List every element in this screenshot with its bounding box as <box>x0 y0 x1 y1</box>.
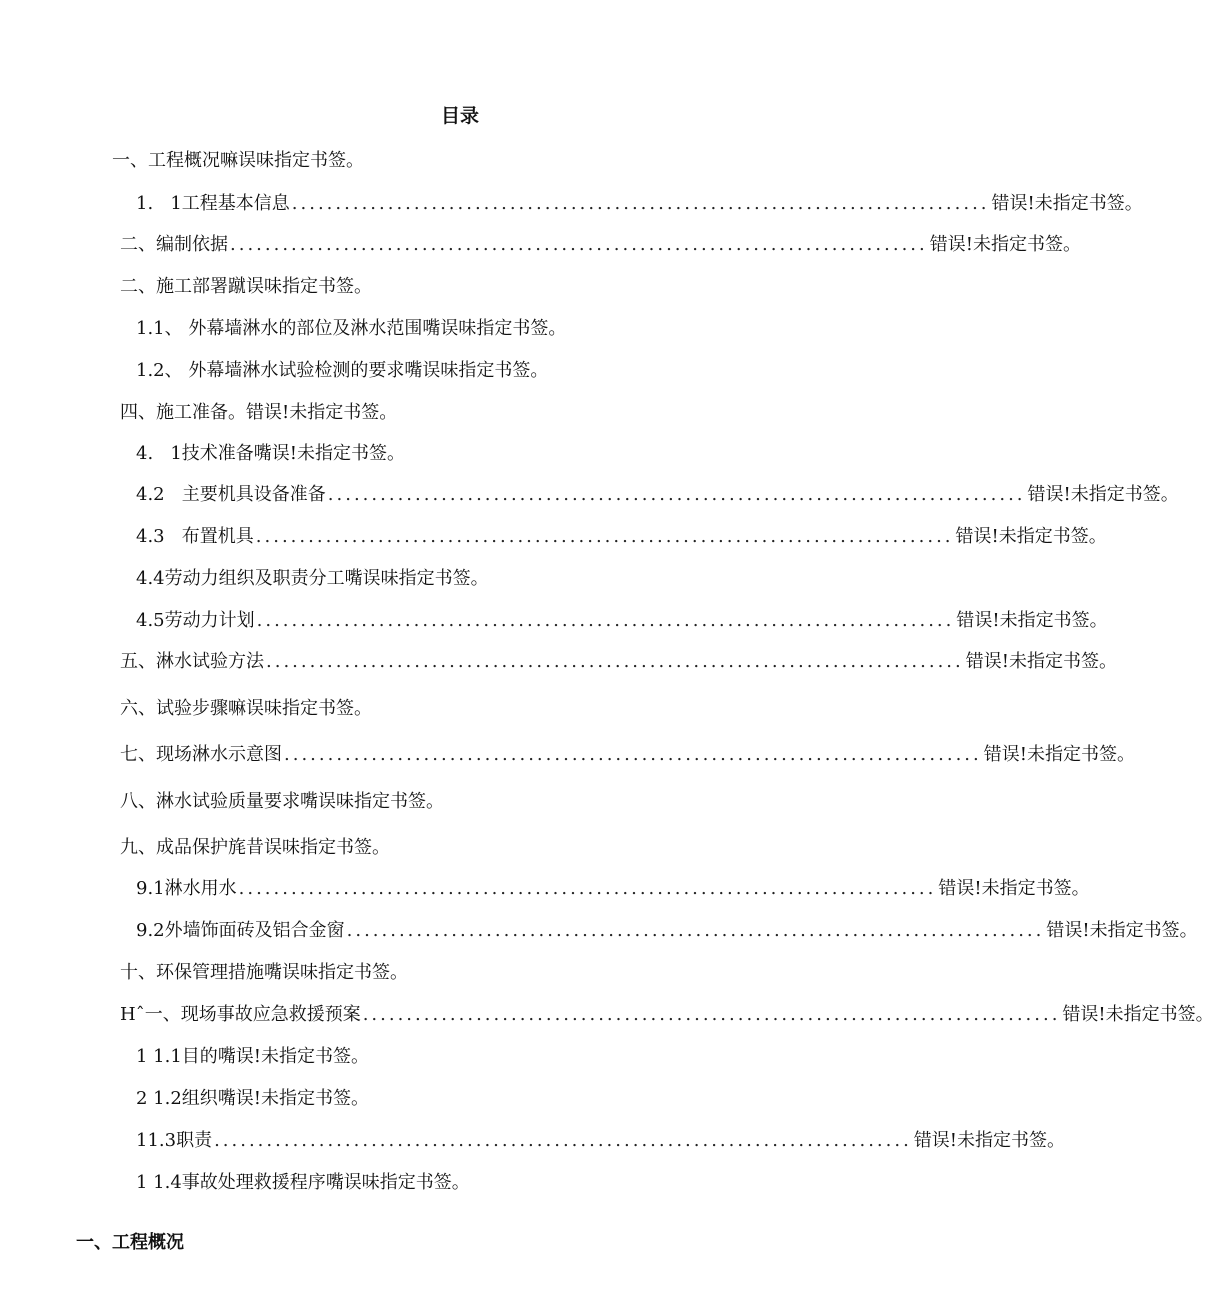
toc-entry-label: 4. 1技术准备 <box>136 443 254 464</box>
toc-page-reference: 嘛误味指定书签。 <box>220 150 364 171</box>
toc-entry[interactable] <box>136 190 1143 218</box>
toc-page-reference: 误味指定书签。 <box>264 837 390 858</box>
toc-entry-label: 4.2 主要机具设备准备 <box>136 484 326 505</box>
toc-entry[interactable] <box>120 788 444 816</box>
toc-entry[interactable] <box>136 1127 1066 1155</box>
toc-page-reference: 嘴误!未指定书签。 <box>217 1046 370 1067</box>
toc-entry[interactable] <box>136 440 405 468</box>
toc-leader-dots: ................................................................................ <box>291 193 990 214</box>
toc-page-reference: 嘴误味指定书签。 <box>404 360 549 381</box>
toc-entry-label: 1 1.4事故处理救援程序 <box>136 1172 326 1193</box>
toc-page-reference: 错误!未指定书签。 <box>965 651 1117 672</box>
toc-page-reference: 错误!未指定书签。 <box>938 878 1090 899</box>
toc-leader-dots: ................................................................................ <box>255 526 954 547</box>
toc-page-reference: 错误!未指定书签。 <box>983 744 1135 765</box>
toc-page-reference: 嘴误味指定书签。 <box>325 1172 470 1193</box>
toc-entry[interactable] <box>136 1085 369 1113</box>
toc-leader-dots: ................................................................................ <box>284 744 982 765</box>
toc-entry[interactable] <box>136 917 1198 945</box>
toc-entry-label: 七、现场淋水示意图 <box>120 744 282 765</box>
toc-entry-label: 9.1淋水用水 <box>136 878 237 899</box>
toc-page-reference: 嘴误味指定书签。 <box>422 318 567 339</box>
toc-entry-label: 1.2、 外幕墙淋水试验检测的要求 <box>136 360 405 381</box>
toc-entry[interactable] <box>120 1001 1214 1029</box>
toc-entry[interactable] <box>120 273 372 301</box>
toc-entry-label: 二、编制依据 <box>120 234 228 255</box>
toc-entry[interactable] <box>120 648 1117 676</box>
toc-entry[interactable] <box>136 523 1107 551</box>
toc-entry-label: 1.1、 外幕墙淋水的部位及淋水范围 <box>136 318 423 339</box>
toc-leader-dots: ................................................................................ <box>327 484 1026 505</box>
toc-entry[interactable] <box>120 231 1081 259</box>
toc-page-reference: 错误!未指定书签。 <box>956 610 1108 631</box>
toc-entry-label: Hˆ一、现场事故应急救援预案 <box>120 1004 361 1025</box>
toc-entry[interactable] <box>120 834 390 862</box>
toc-entry-label: 六、试验步骤 <box>120 698 228 719</box>
toc-entry[interactable] <box>120 399 397 427</box>
toc-entry-label: 11.3职责 <box>136 1130 213 1151</box>
toc-entry-label: 9.2外墙饰面砖及铝合金窗 <box>136 920 345 941</box>
toc-page-reference: 错误!未指定书签。 <box>991 193 1143 214</box>
toc-entry-label: 2 1.2组织 <box>136 1088 218 1109</box>
toc-entry[interactable] <box>136 875 1090 903</box>
toc-page-reference: 错误!未指定书签。 <box>1027 484 1179 505</box>
toc-entry-label: 4.3 布置机具 <box>136 526 254 547</box>
toc-entry[interactable] <box>120 959 408 987</box>
toc-entry[interactable] <box>136 357 548 385</box>
toc-page-reference: 嘛误味指定书签。 <box>228 698 372 719</box>
toc-leader-dots: ................................................................................ <box>362 1004 1061 1025</box>
toc-leader-dots: ................................................................................ <box>346 920 1045 941</box>
toc-entry-label: 4.4劳动力组织及职责分工 <box>136 568 345 589</box>
toc-page-reference: 错误!未指定书签。 <box>929 234 1081 255</box>
toc-leader-dots: ................................................................................ <box>214 1130 912 1151</box>
toc-entry[interactable] <box>136 1169 470 1197</box>
toc-entry[interactable] <box>136 1043 369 1071</box>
toc-entry-label: 八、淋水试验质量要求 <box>120 791 300 812</box>
toc-entry-label: 五、淋水试验方法 <box>120 651 264 672</box>
toc-leader-dots: ................................................................................ <box>266 651 964 672</box>
toc-entry-label: 一、工程概况 <box>112 150 220 171</box>
toc-page-reference: 嘴误味指定书签。 <box>344 568 489 589</box>
section-heading: 一、工程概况 <box>76 1232 184 1253</box>
toc-page-reference: 错误!未指定书签。 <box>913 1130 1066 1151</box>
toc-entry[interactable] <box>112 147 364 175</box>
toc-leader-dots: ................................................................................ <box>230 234 928 255</box>
toc-page-reference: 蹴误味指定书签。 <box>228 276 372 297</box>
toc-entry[interactable] <box>120 741 1135 769</box>
toc-title: 目录 <box>440 105 479 127</box>
toc-entry-label: 4.5劳动力计划 <box>136 610 255 631</box>
toc-page-reference: 错误!未指定书签。 <box>1046 920 1198 941</box>
toc-page-reference: 嘴误味指定书签。 <box>264 962 408 983</box>
toc-leader-dots: ................................................................................ <box>256 610 955 631</box>
toc-entry-label: 九、成品保护旄昔 <box>120 837 264 858</box>
toc-leader-dots: ................................................................................ <box>238 878 937 899</box>
toc-entry[interactable] <box>136 565 489 593</box>
toc-entry[interactable] <box>136 607 1108 635</box>
toc-entry-label: 1 1.1目的 <box>136 1046 218 1067</box>
toc-page-reference: 错误!未指定书签。 <box>1062 1004 1214 1025</box>
toc-entry-label: 十、环保管理措施 <box>120 962 264 983</box>
toc-entry[interactable] <box>120 695 372 723</box>
toc-entry[interactable] <box>136 481 1179 509</box>
toc-page-reference: 嘴误!未指定书签。 <box>253 443 406 464</box>
toc-entry-label: 二、施工部署 <box>120 276 228 297</box>
toc-page-reference: 错误!未指定书签。 <box>955 526 1107 547</box>
toc-entry[interactable] <box>136 315 566 343</box>
toc-page-reference: 嘴误味指定书签。 <box>300 791 444 812</box>
toc-page-reference: 嘴误!未指定书签。 <box>217 1088 370 1109</box>
toc-entry-label: 四、施工准备。 <box>120 402 246 423</box>
toc-page-reference: 错误!未指定书签。 <box>246 402 398 423</box>
toc-entry-label: 1. 1工程基本信息 <box>136 193 290 214</box>
